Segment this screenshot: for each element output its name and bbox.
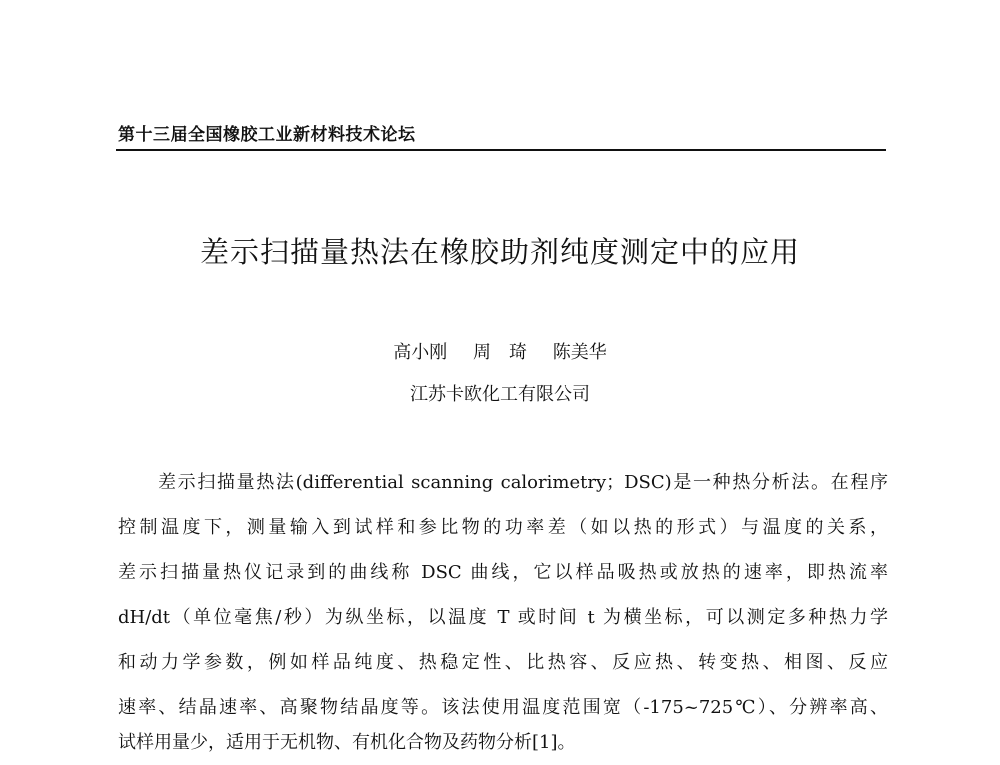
author-list: [0, 338, 1000, 364]
paper-title: 差示扫描量热法在橡胶助剂纯度测定中的应用: [199, 235, 800, 269]
paragraph-line: 差示扫描量热法(differential scanning calorimetry；DSC)是一种热分析法。在程序: [158, 472, 888, 493]
author-name: 周 琦: [473, 342, 527, 363]
author-name: 高小刚: [393, 342, 448, 363]
conference-header: 第十三届全国橡胶工业新材料技术论坛: [118, 125, 416, 145]
paragraph-line-partial: [118, 730, 888, 753]
body-paragraph: [118, 460, 888, 753]
paragraph-line: 速率、结晶速率、高聚物结晶度等。该法使用温度范围宽（-175~725℃）、分辨率高、: [118, 697, 888, 718]
partial-line-text: 试样用量少，适用于无机物、有机化合物及药物分析[1]。: [118, 732, 576, 753]
paragraph-line: 差示扫描量热仪记录到的曲线称 DSC 曲线，它以样品吸热或放热的速率，即热流率: [118, 562, 888, 583]
header-rule: [116, 149, 886, 151]
paragraph-line: dH/dt（单位毫焦/秒）为纵坐标，以温度 T 或时间 t 为横坐标，可以测定多种热力学: [118, 607, 888, 628]
paragraph-line: 和动力学参数，例如样品纯度、热稳定性、比热容、反应热、转变热、相图、反应: [118, 652, 888, 673]
affiliation: 江苏卡欧化工有限公司: [410, 384, 590, 405]
author-name: 陈美华: [552, 342, 607, 363]
paragraph-line: 控制温度下，测量输入到试样和参比物的功率差（如以热的形式）与温度的关系，: [118, 517, 888, 538]
